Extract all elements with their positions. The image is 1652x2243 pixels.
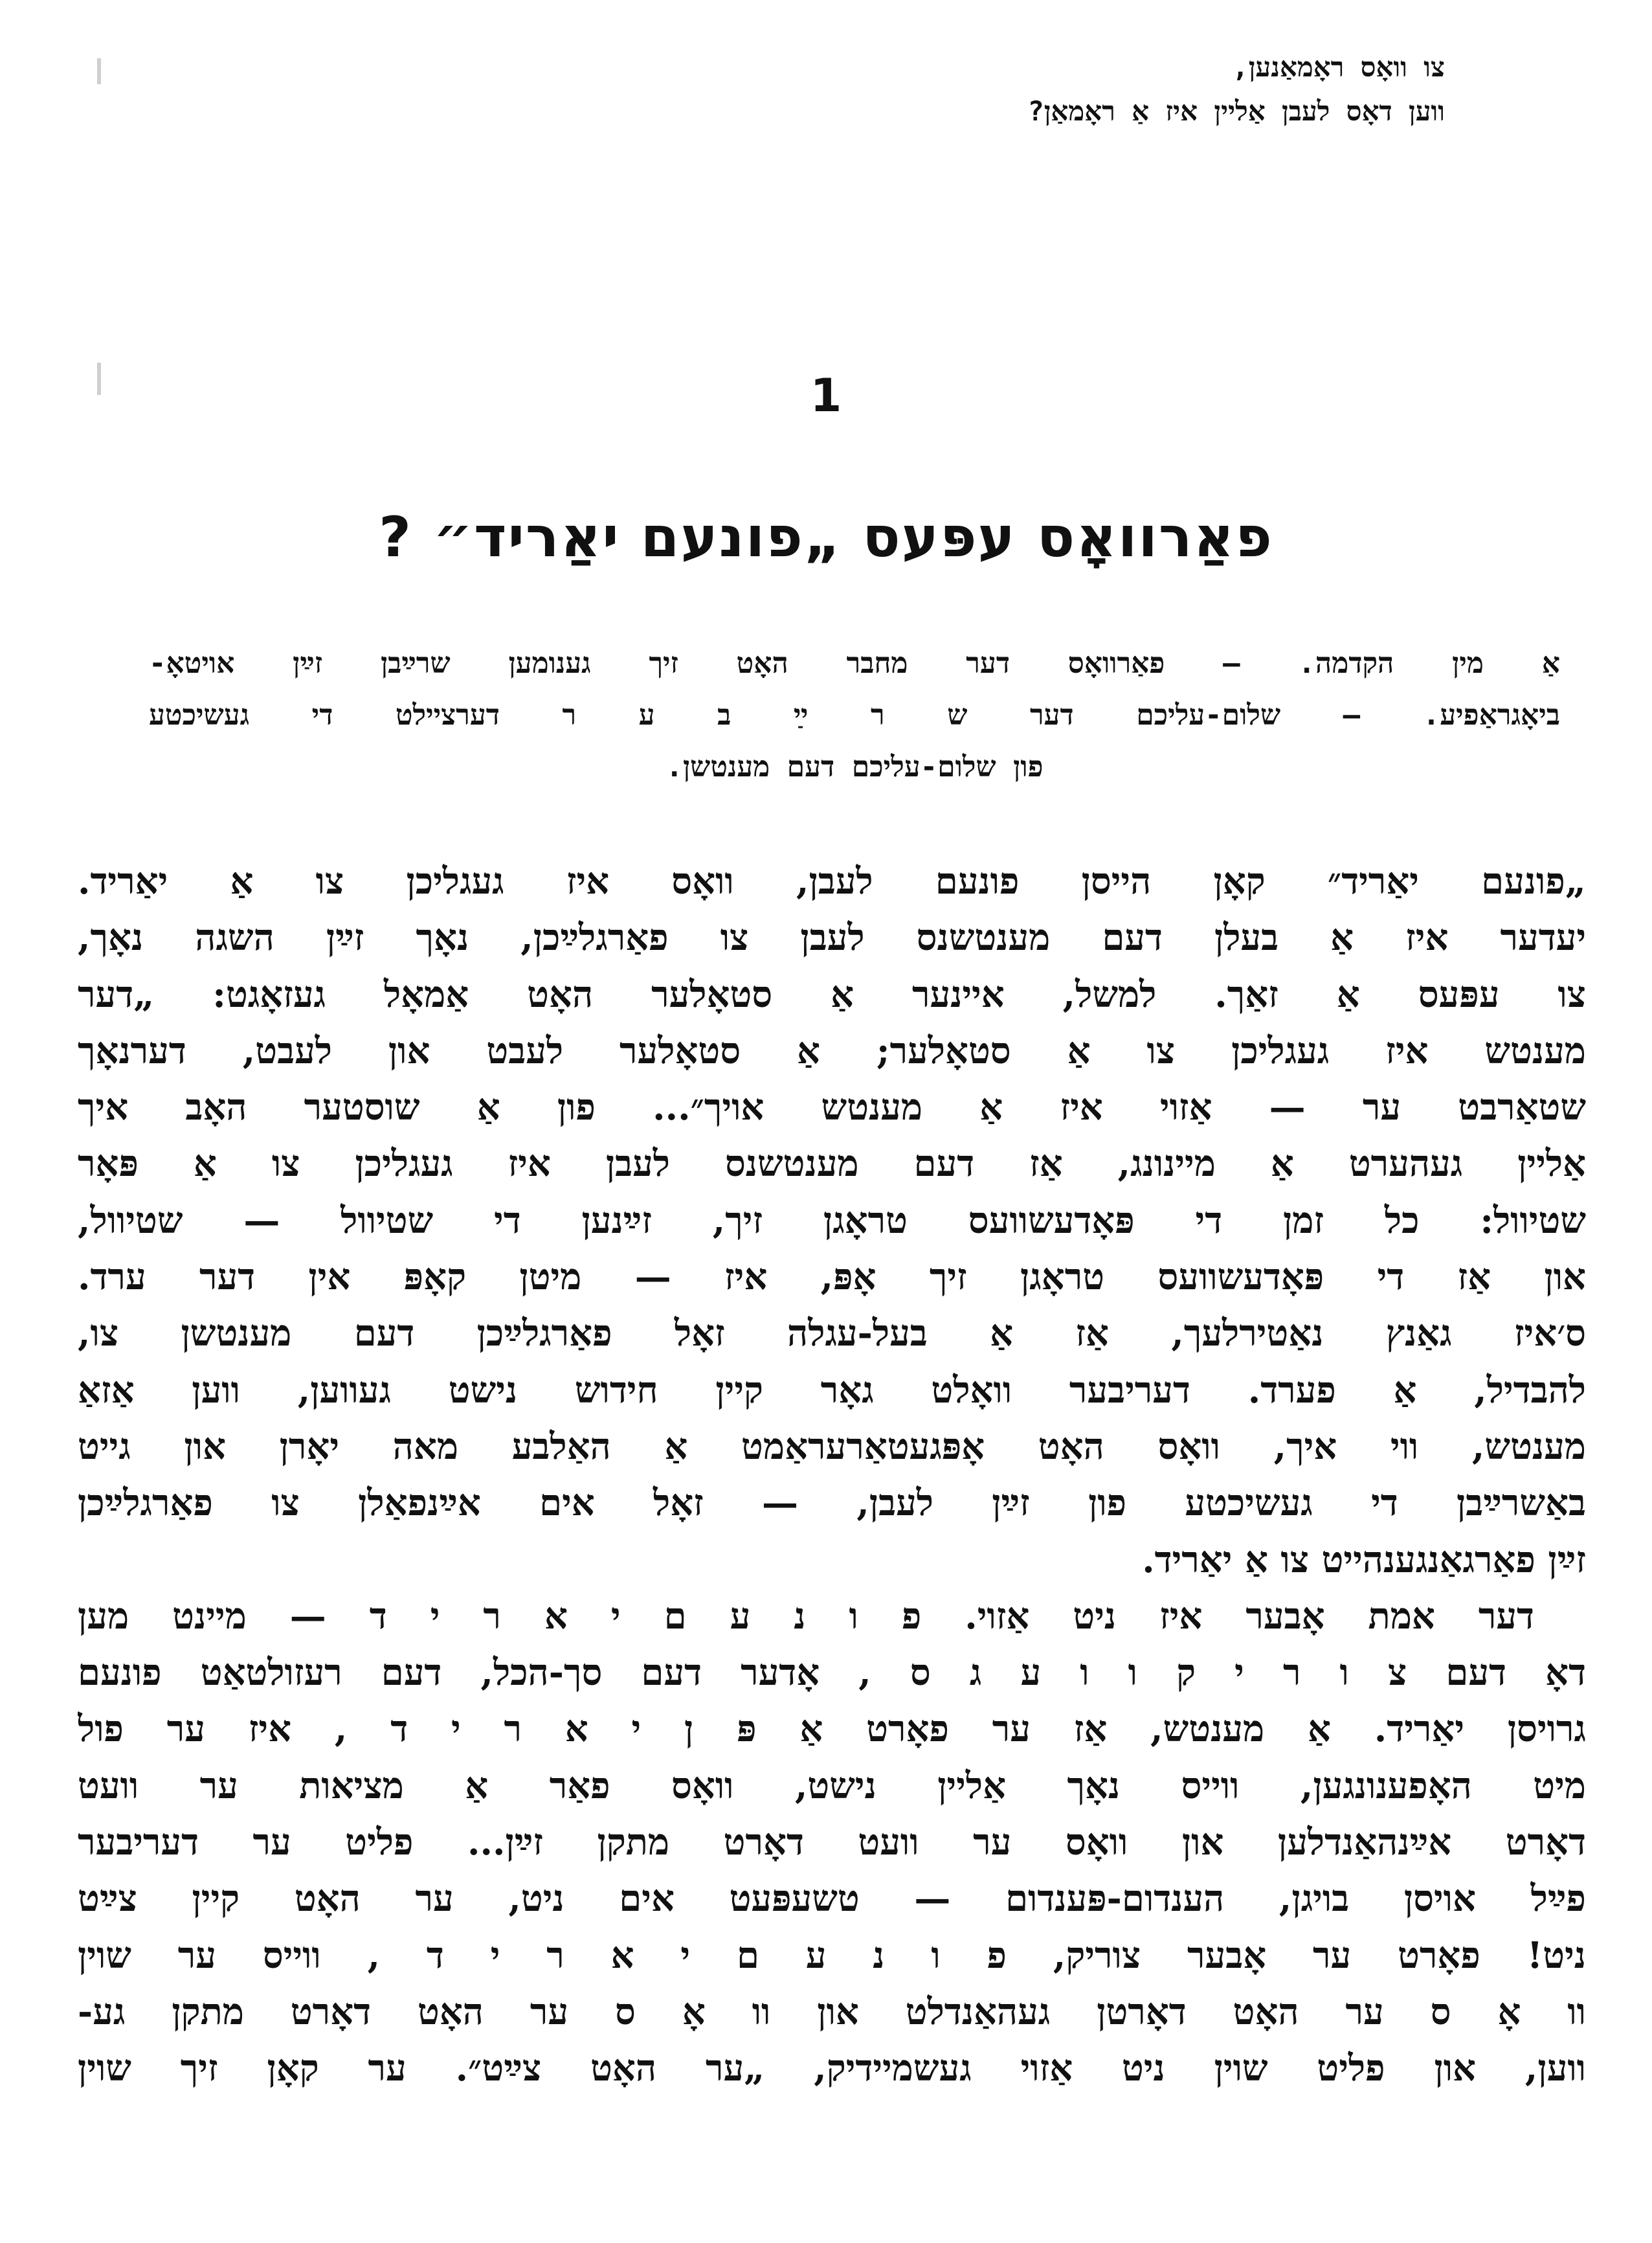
text-line: להבדיל, אַ פערד. דעריבער וואָלט גאָר קיין חידוש נישט געווען, ווען אַזאַ — [78, 1368, 1586, 1412]
text-line: יעדער איז אַ בעלן דעם מענטשנס לעבן צו פאַרגלײַכן, נאָך זײַן השגה נאָך, — [78, 916, 1586, 960]
text-line: מענטש איז געגליכן צו אַ סטאָלער; אַ סטאָלער לעבט און לעבט, דערנאָך — [78, 1029, 1586, 1072]
text-line: שטיוול: כל זמן די פּאָדעשוועס טראָגן זיך, זײַנען די שטיוול — שטיוול, — [78, 1199, 1586, 1242]
text-line: מענטש, ווי איך, וואָס האָט אָפּגעטאַרעראַמט אַ האַלבע מאה יאָרן און גייט — [78, 1425, 1586, 1468]
text-line: ווען, און פליט שוין ניט אַזוי געשמיידיק, „ער האָט צײַט״. ער קאָן זיך שוין — [78, 2047, 1586, 2090]
text-line: וו אָ ס ער האָט דאָרטן געהאַנדלט און וו אָ ס ער האָט דאָרט מתקן גע- — [78, 1990, 1586, 2033]
synopsis-line: פון שלום-עליכם דעם מענטשן. — [665, 750, 1044, 783]
synopsis-line: ביאָגראַפיע. — שלום-עליכם דער ש ר ײַ ב ע ר דערציילט די געשיכטע — [149, 699, 1560, 732]
text-line: דער אמת אָבער איז ניט אַזוי. פ ו נ ע ם י א ר י ד — מיינט מען — [78, 1594, 1534, 1638]
running-header-line-1: צו וואָס ראָמאַנען, — [1232, 51, 1445, 83]
text-line: זײַן פאַרגאַנגענהייט צו אַ יאַריד. — [1142, 1538, 1586, 1581]
scan-speck — [97, 58, 101, 84]
text-line: באַשרײַבן די געשיכטע פון זײַן לעבן, — זאָל אים אײַנפאַלן צו פאַרגלײַכן — [78, 1482, 1586, 1525]
chapter-title: פאַרוואָס עפּעס „פונעם יאַריד״ ? — [379, 505, 1273, 570]
text-line: פײַל אויסן בויגן, הענדום-פּענדום — טשעפּעט אים ניט, ער האָט קיין צײַט — [78, 1877, 1586, 1921]
text-line: גרויסן יאַריד. אַ מענטש, אַז ער פאָרט אַ פּ ן י א ר י ד , איז ער פול — [78, 1708, 1586, 1751]
text-line: שטאַרבט ער — אַזוי איז אַ מענטש אויך״... פון אַ שוסטער האָב איך — [78, 1086, 1586, 1129]
running-header — [539, 45, 1445, 133]
body-text — [78, 853, 1586, 2097]
text-line: אַליין געהערט אַ מיינונג, אַז דעם מענטשנס לעבן איז געגליכן צו אַ פּאָר — [78, 1142, 1586, 1186]
text-line: מיט האָפענונגען, ווייס נאָך אַליין נישט, וואָס פאַר אַ מציאות ער וועט — [78, 1764, 1586, 1807]
text-line: און אַז די פּאָדעשוועס טראָגן זיך אָפּ, איז — מיטן קאָפּ אין דער ערד. — [78, 1256, 1586, 1299]
synopsis-line: אַ מין הקדמה. — פאַרוואָס דער מחבר האָט זיך גענומען שרײַבן זײַן אויטאָ- — [149, 647, 1560, 680]
text-line: ניט! פאָרט ער אָבער צוריק, פ ו נ ע ם י א ר י ד , ווייס ער שוין — [78, 1933, 1586, 1977]
running-header-line-2: ווען דאָס לעבן אַליין איז אַ ראָמאַן? — [1027, 95, 1445, 127]
chapter-synopsis — [149, 638, 1560, 793]
text-line: דאָ דעם צ ו ר י ק ו ו ע ג ס , אָדער דעם סך-הכל, דעם רעזולטאַט פונעם — [78, 1651, 1586, 1695]
text-line: דאָרט אײַנהאַנדלען און וואָס ער וועט דאָרט מתקן זײַן... פליט ער דעריבער — [78, 1821, 1586, 1864]
text-line: צו עפּעס אַ זאַך. למשל, איינער אַ סטאָלער האָט אַמאָל געזאָגט: „דער — [78, 973, 1586, 1016]
text-line: ס׳איז גאַנץ נאַטירלעך, אַז אַ בעל-עגלה זאָל פאַרגלײַכן דעם מענטשן צו, — [78, 1312, 1586, 1355]
chapter-number: 1 — [810, 369, 842, 422]
text-line: „פונעם יאַריד״ קאָן הייסן פונעם לעבן, וואָס איז געגליכן צו אַ יאַריד. — [78, 860, 1586, 903]
